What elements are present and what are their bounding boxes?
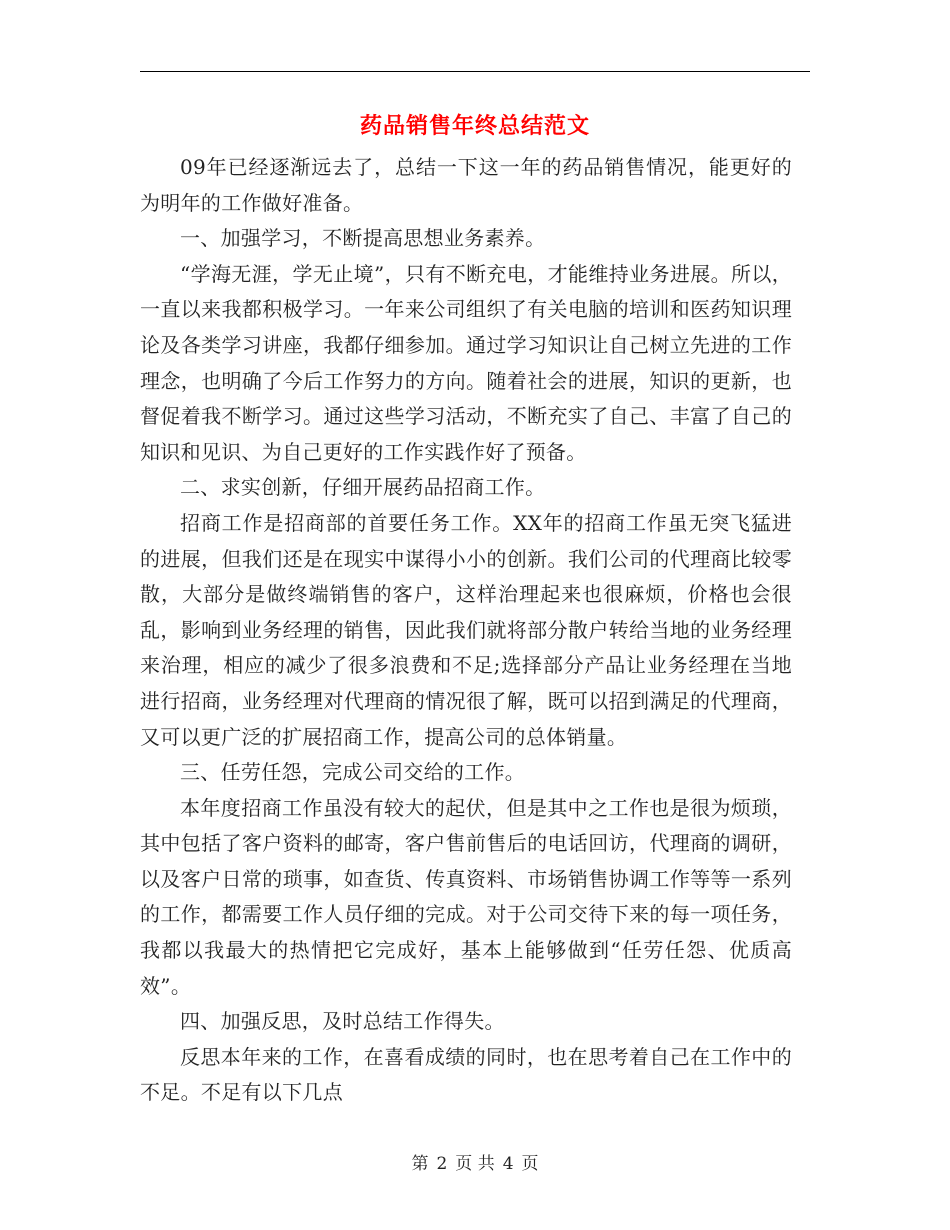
paragraph-section-2: 招商工作是招商部的首要任务工作。XX年的招商工作虽无突飞猛进的进展，但我们还是在现实中谋得小小的创新。我们公司的代理商比较零散，大部分是做终端销售的客户，这样治理起来也很麻烦，价格也会很乱，影响到业务经理的销售，因此我们就将部分散户转给当地的业务经理来治理，相应的减少了很多浪费和不足;选择部分产品让业务经理在当地进行招商，业务经理对代理商的情况很了解，既可以招到满足的代理商，又可以更广泛的扩展招商工作，提高公司的总体销量。: [140, 510, 792, 749]
document-body: [140, 150, 792, 1111]
footer-page-number: 2: [436, 1154, 448, 1174]
paragraph-intro: 09年已经逐渐远去了，总结一下这一年的药品销售情况，能更好的为明年的工作做好准备。: [140, 155, 792, 215]
paragraph-section-4: 反思本年来的工作，在喜看成绩的同时，也在思考着自己在工作中的不足。不足有以下几点: [140, 1044, 792, 1105]
paragraph-section-1: “学海无涯，学无止境”，只有不断充电，才能维持业务进展。所以，一直以来我都积极学习。一年来公司组织了有关电脑的培训和医药知识理论及各类学习讲座，我都仔细参加。通过学习知识让自己树立先进的工作理念，也明确了今后工作努力的方向。随着社会的进展，知识的更新，也督促着我不断学习。通过这些学习活动，不断充实了自己、丰富了自己的知识和见识、为自己更好的工作实践作好了预备。: [140, 261, 792, 464]
footer-total-pages: 4: [502, 1154, 514, 1174]
section-heading-2: 二、求实创新，仔细开展药品招商工作。: [180, 475, 546, 500]
section-heading-1: 一、加强学习，不断提高思想业务素养。: [180, 226, 546, 251]
footer-mid: 页 共: [455, 1154, 495, 1174]
header-rule: [140, 71, 810, 72]
section-heading-4: 四、加强反思，及时总结工作得失。: [180, 1009, 505, 1034]
page-footer: [140, 1152, 810, 1176]
footer-prefix: 第: [411, 1154, 429, 1174]
paragraph-section-3: 本年度招商工作虽没有较大的起伏，但是其中之工作也是很为烦琐，其中包括了客户资料的邮寄，客户售前售后的电话回访，代理商的调研，以及客户日常的琐事，如查货、传真资料、市场销售协调工作等等一系列的工作，都需要工作人员仔细的完成。对于公司交待下来的每一项任务，我都以我最大的热情把它完成好，基本上能够做到“任劳任怨、优质高效”。: [140, 795, 792, 998]
document-title: 药品销售年终总结范文: [359, 113, 590, 139]
footer-suffix: 页: [521, 1154, 539, 1174]
section-heading-3: 三、任劳任怨，完成公司交给的工作。: [180, 760, 526, 785]
